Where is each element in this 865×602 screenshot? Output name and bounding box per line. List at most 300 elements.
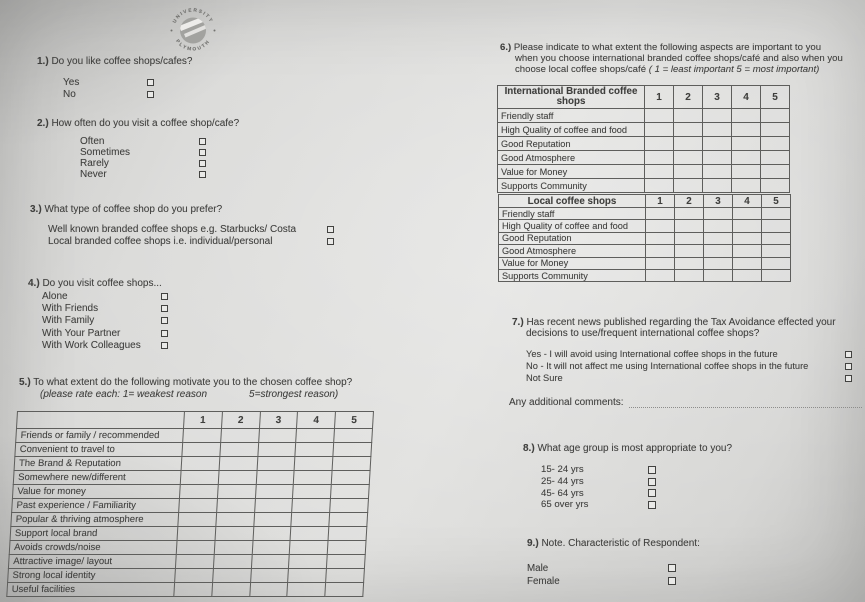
question-3-text: What type of coffee shop do you prefer? [44,204,223,215]
rating-cell[interactable] [703,123,732,137]
option-row [541,464,656,476]
option-label: Male [527,562,549,574]
option-row [80,169,206,180]
scale-2: 2 [221,412,260,429]
rating-cell[interactable] [674,109,703,123]
table-row [498,179,790,193]
rating-cell[interactable] [288,569,327,583]
question-6-number: 6.) [500,42,512,53]
scale-3: 3 [259,412,298,429]
rating-cell[interactable] [732,137,761,151]
rating-cell[interactable] [762,208,791,220]
rating-cell[interactable] [212,583,251,597]
rating-cell[interactable] [251,555,290,569]
checkbox[interactable] [845,375,852,382]
rating-cell[interactable] [326,569,365,583]
option-row [526,348,852,360]
aspect-label: Good Reputation [498,137,645,151]
scale-2: 2 [674,86,703,109]
rating-cell[interactable] [674,123,703,137]
option-label: With Family [42,315,95,327]
rating-cell[interactable] [216,499,255,513]
table-row [7,583,364,597]
rating-cell[interactable] [704,269,733,281]
rating-cell[interactable] [646,220,675,232]
motivator-label: The Brand & Reputation [14,457,182,471]
rating-cell[interactable] [217,485,256,499]
table-row [9,541,366,555]
option-row [42,340,168,352]
rating-cell[interactable] [332,457,371,471]
local-table-title: Local coffee shops [499,195,646,208]
aspect-label: High Quality of coffee and food [499,220,646,232]
checkbox[interactable] [648,478,656,486]
table-row [499,245,791,257]
scale-4: 4 [733,195,762,208]
motivator-label: Useful facilities [7,583,175,597]
question-7-line1: 7.) Has recent news published regarding the Tax Avoidance effected your [512,317,836,328]
rating-cell[interactable] [675,269,704,281]
rating-cell[interactable] [732,123,761,137]
question-2 [37,118,239,129]
option-label: With Friends [42,303,99,315]
option-row [80,147,206,158]
rating-cell[interactable] [176,541,215,555]
rating-cell[interactable] [733,269,762,281]
aspect-label: Value for Money [498,165,645,179]
motivator-label: Support local brand [10,527,178,541]
rating-cell[interactable] [178,513,217,527]
option-row [80,158,206,169]
option-row [42,302,168,314]
motivator-label: Friends or family / recommended [16,429,184,443]
option-label: Rarely [80,158,109,169]
rating-cell[interactable] [212,569,251,583]
aspect-label: Good Atmosphere [499,245,646,257]
rating-cell[interactable] [703,151,732,165]
checkbox[interactable] [161,293,168,300]
question-5-text: To what extent do the following motivate you to the chosen coffee shop? [33,377,353,388]
scale-3: 3 [703,86,732,109]
rating-cell[interactable] [732,151,761,165]
rating-cell[interactable] [213,555,252,569]
checkbox[interactable] [199,171,206,178]
rating-cell[interactable] [703,179,732,193]
rating-cell[interactable] [761,109,790,123]
option-row [526,360,852,372]
option-label: No - It will not affect me using International coffee shops in the future [526,361,809,372]
rating-cell[interactable] [704,232,733,244]
rating-cell[interactable] [675,232,704,244]
option-row [48,224,334,236]
additional-comments [509,397,862,408]
rating-cell[interactable] [331,485,370,499]
question-8-number: 8.) [523,443,535,454]
comments-write-in-line[interactable] [629,398,862,408]
aspect-label: Friendly staff [499,208,646,220]
table-row [498,123,790,137]
motivator-label: Somewhere new/different [13,471,181,485]
rating-cell[interactable] [249,583,288,597]
rating-cell[interactable] [219,457,258,471]
international-table-title: International Branded coffee shops [498,86,645,109]
additional-comments-label: Any additional comments: [509,397,624,408]
rating-cell[interactable] [333,443,372,457]
rating-cell[interactable] [294,471,333,485]
rating-cell[interactable] [183,429,222,443]
table-row [15,443,372,457]
rating-cell[interactable] [250,569,289,583]
question-6-line3: choose local coffee shops/café ( 1 = least important 5 = most important) [515,64,820,75]
rating-cell[interactable] [296,429,335,443]
rating-cell[interactable] [675,245,704,257]
rating-cell[interactable] [674,137,703,151]
checkbox[interactable] [147,79,154,86]
question-3-number: 3.) [30,204,42,215]
aspect-label: Supports Community [498,179,645,193]
question-2-number: 2.) [37,118,49,129]
motivator-label: Strong local identity [8,569,176,583]
rating-cell[interactable] [293,485,332,499]
scale-4: 4 [297,412,336,429]
table-row [499,269,791,281]
aspect-label: Friendly staff [498,109,645,123]
option-row [527,575,676,588]
option-label: 65 over yrs [541,499,589,511]
rating-cell[interactable] [645,137,674,151]
table-row [498,151,790,165]
rating-cell[interactable] [334,429,373,443]
scale-5: 5 [762,195,791,208]
rating-cell[interactable] [328,527,367,541]
table-row [13,471,370,485]
option-label: 45- 64 yrs [541,487,584,499]
table-row [499,208,791,220]
local-coffee-shops-table [498,194,791,282]
rating-cell[interactable] [646,257,675,269]
checkbox[interactable] [668,577,676,585]
international-branded-table [497,85,790,193]
option-label: Never [80,169,107,180]
rating-cell[interactable] [703,165,732,179]
rating-cell[interactable] [761,123,790,137]
scale-1: 1 [645,86,674,109]
aspect-label: Value for Money [499,257,646,269]
rating-cell[interactable] [289,555,328,569]
option-label: Alone [42,290,68,302]
aspect-label: Good Reputation [499,232,646,244]
rating-cell[interactable] [325,583,364,597]
checkbox[interactable] [648,501,656,509]
checkbox[interactable] [199,160,206,167]
option-row [526,372,852,384]
scale-4: 4 [732,86,761,109]
rating-cell[interactable] [732,165,761,179]
motivator-label: Convenient to travel to [15,443,183,457]
rating-cell[interactable] [214,541,253,555]
aspect-label: High Quality of coffee and food [498,123,645,137]
option-label: Yes [63,77,80,89]
checkbox[interactable] [845,363,852,370]
rating-cell[interactable] [761,151,790,165]
scale-5: 5 [335,412,374,429]
table-row [499,257,791,269]
rating-cell[interactable] [733,220,762,232]
checkbox[interactable] [327,226,334,233]
question-9 [527,538,700,549]
rating-cell[interactable] [762,220,791,232]
checkbox[interactable] [845,351,852,358]
motivator-label: Value for money [12,485,180,499]
rating-cell[interactable] [294,457,333,471]
question-7-line2: decisions to use/frequent international coffee shops? [526,328,760,339]
option-label: 25- 44 yrs [541,476,584,488]
question-7-number: 7.) [512,317,524,328]
table-row [10,527,367,541]
question-1-number: 1.) [37,56,49,67]
question-4-options [42,290,168,352]
rating-cell[interactable] [257,443,296,457]
rating-cell[interactable] [256,471,295,485]
question-8-text: What age group is most appropriate to you? [537,443,733,454]
table-row [14,457,371,471]
rating-cell[interactable] [646,232,675,244]
table-row [499,220,791,232]
question-1-options [63,77,154,100]
question-9-number: 9.) [527,538,539,549]
rating-cell[interactable] [182,443,221,457]
scale-1: 1 [183,412,222,429]
question-6-line1: 6.) Please indicate to what extent the following aspects are important to you [500,42,822,53]
option-row [541,476,656,488]
rating-cell[interactable] [762,257,791,269]
option-row [63,77,154,89]
checkbox[interactable] [648,489,656,497]
table-header-row [16,412,373,429]
question-4 [28,278,162,289]
checkbox[interactable] [161,317,168,324]
rating-cell[interactable] [258,429,297,443]
rating-cell[interactable] [175,555,214,569]
rating-cell[interactable] [646,245,675,257]
svg-text:PLYMOUTH: PLYMOUTH [174,39,212,53]
rating-cell[interactable] [287,583,326,597]
rating-cell[interactable] [733,257,762,269]
question-5-subtext: (please rate each: 1= weakest reason 5=strongest reason) [40,389,339,400]
table-row [498,165,790,179]
option-label: Sometimes [80,147,131,158]
table-header-row [499,195,791,208]
rating-cell[interactable] [646,269,675,281]
table-row [498,109,790,123]
rating-cell[interactable] [732,179,761,193]
rating-cell[interactable] [674,165,703,179]
checkbox[interactable] [161,330,168,337]
rating-cell[interactable] [252,541,291,555]
table-header-row [498,86,790,109]
rating-cell[interactable] [331,471,370,485]
rating-cell[interactable] [254,499,293,513]
checkbox[interactable] [199,149,206,156]
question-3 [30,204,222,215]
checkbox[interactable] [161,342,168,349]
rating-cell[interactable] [220,443,259,457]
rating-cell[interactable] [703,109,732,123]
rating-cell[interactable] [732,109,761,123]
rating-cell[interactable] [253,513,292,527]
rating-cell[interactable] [761,137,790,151]
svg-text:UNIVERSITY: UNIVERSITY [172,8,214,25]
rating-cell[interactable] [704,220,733,232]
option-row [541,487,656,499]
scale-5: 5 [761,86,790,109]
rating-cell[interactable] [675,208,704,220]
table-row [16,429,373,443]
option-label: Local branded coffee shops i.e. individual/personal [48,235,273,247]
rating-cell[interactable] [180,471,219,485]
rating-cell[interactable] [645,151,674,165]
rating-cell[interactable] [215,527,254,541]
question-6-line2: when you choose international branded coffee shops/café and also when you [515,53,843,64]
option-label: Not Sure [526,373,563,384]
rating-cell[interactable] [704,208,733,220]
table-row [11,513,368,527]
rating-cell[interactable] [645,109,674,123]
option-row [541,499,656,511]
rating-cell[interactable] [216,513,255,527]
option-row [42,315,168,327]
rating-cell[interactable] [704,245,733,257]
motivator-label: Avoids crowds/noise [9,541,177,555]
option-label: Female [527,575,560,587]
rating-cell[interactable] [762,245,791,257]
option-label: No [63,88,76,100]
rating-cell[interactable] [329,513,368,527]
table-row [8,569,365,583]
question-2-text: How often do you visit a coffee shop/cafe? [51,118,240,129]
checkbox[interactable] [147,91,154,98]
aspect-label: Supports Community [499,269,646,281]
question-9-options [527,562,676,588]
rating-cell[interactable] [291,513,330,527]
rating-cell[interactable] [675,220,704,232]
rating-cell[interactable] [761,179,790,193]
scale-3: 3 [704,195,733,208]
university-plymouth-logo-icon [166,3,220,57]
rating-cell[interactable] [177,527,216,541]
option-row [527,562,676,575]
rating-cell[interactable] [255,485,294,499]
option-label: Often [80,136,105,147]
rating-cell[interactable] [175,569,214,583]
question-3-options [48,224,334,247]
option-row [63,89,154,101]
question-2-options [80,136,206,180]
rating-cell[interactable] [181,457,220,471]
motivator-label: Popular & thriving atmosphere [11,513,179,527]
rating-cell[interactable] [645,165,674,179]
rating-cell[interactable] [762,269,791,281]
checkbox[interactable] [648,466,656,474]
rating-cell[interactable] [218,471,257,485]
rating-cell[interactable] [290,527,329,541]
option-label: With Work Colleagues [42,340,141,352]
rating-cell[interactable] [733,232,762,244]
question-9-text: Note. Characteristic of Respondent: [541,538,700,549]
rating-cell[interactable] [733,245,762,257]
rating-cell[interactable] [674,179,703,193]
question-8 [523,443,732,454]
table-row [12,499,369,513]
checkbox[interactable] [668,564,676,572]
table-row [499,232,791,244]
empty-header-cell [16,412,184,429]
question-4-text: Do you visit coffee shops... [42,278,162,289]
rating-cell[interactable] [704,257,733,269]
question-7-options [526,348,852,385]
rating-cell[interactable] [253,527,292,541]
question-8-options [541,464,656,511]
rating-cell[interactable] [179,485,218,499]
question-5 [19,377,352,388]
question-1 [37,56,192,67]
rating-cell[interactable] [295,443,334,457]
checkbox[interactable] [161,305,168,312]
scale-1: 1 [646,195,675,208]
rating-cell[interactable] [645,123,674,137]
checkbox[interactable] [199,138,206,145]
option-row [80,136,206,147]
rating-cell[interactable] [220,429,259,443]
option-label: With Your Partner [42,327,121,339]
rating-cell[interactable] [674,151,703,165]
option-label: Well known branded coffee shops e.g. Starbucks/ Costa [48,224,297,236]
q5-rating-table [6,411,374,597]
table-row [12,485,369,499]
rating-cell[interactable] [292,499,331,513]
rating-cell[interactable] [179,499,218,513]
scale-2: 2 [675,195,704,208]
rating-cell[interactable] [327,555,366,569]
option-row [42,327,168,339]
question-4-number: 4.) [28,278,40,289]
option-row [42,290,168,302]
rating-cell[interactable] [646,208,675,220]
table-row [8,555,365,569]
motivator-label: Attractive image/ layout [8,555,176,569]
option-label: Yes - I will avoid using International coffee shops in the future [526,349,778,360]
option-row [48,236,334,248]
rating-cell[interactable] [645,179,674,193]
motivator-label: Past experience / Familiarity [12,499,180,513]
option-label: 15- 24 yrs [541,464,584,476]
rating-cell[interactable] [174,583,213,597]
rating-cell[interactable] [761,165,790,179]
rating-cell[interactable] [703,137,732,151]
question-1-text: Do you like coffee shops/cafes? [51,56,193,67]
question-5-number: 5.) [19,377,31,388]
rating-cell[interactable] [290,541,329,555]
rating-cell[interactable] [330,499,369,513]
rating-cell[interactable] [257,457,296,471]
rating-cell[interactable] [675,257,704,269]
rating-cell[interactable] [327,541,366,555]
aspect-label: Good Atmosphere [498,151,645,165]
table-row [498,137,790,151]
rating-cell[interactable] [762,232,791,244]
checkbox[interactable] [327,238,334,245]
rating-cell[interactable] [733,208,762,220]
